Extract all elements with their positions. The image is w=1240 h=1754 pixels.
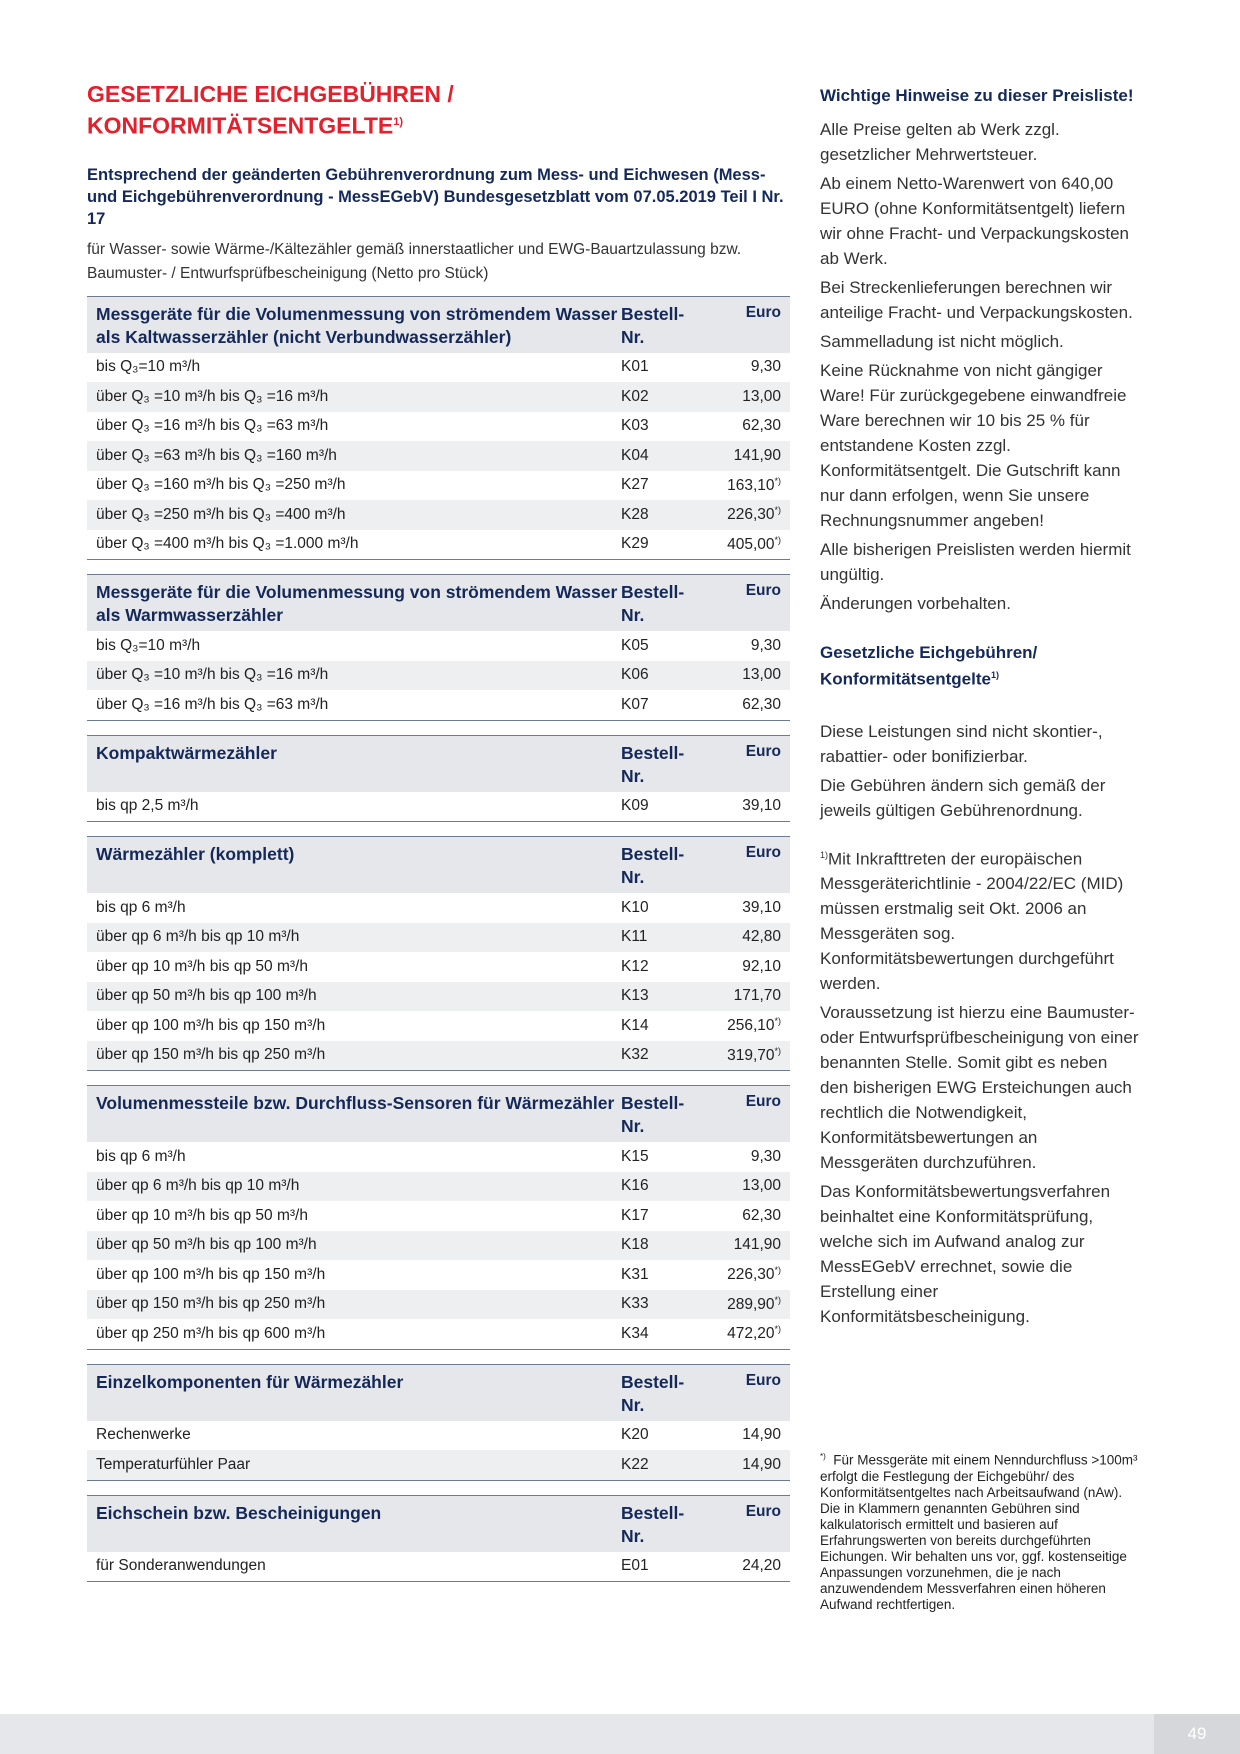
row-description: für Sonderanwendungen bbox=[96, 1557, 266, 1575]
row-description: über qp 10 m³/h bis qp 50 m³/h bbox=[96, 957, 308, 975]
row-price bbox=[701, 476, 781, 495]
row-price bbox=[701, 1207, 781, 1225]
row-price-value: 62,30 bbox=[742, 695, 781, 713]
row-description: Temperaturfühler Paar bbox=[96, 1455, 251, 1473]
side-paragraph: Alle Preise gelten ab Werk zzgl. gesetzlicher Mehrwertsteuer. bbox=[820, 120, 1060, 164]
row-price bbox=[701, 1295, 781, 1314]
row-price-mark: *) bbox=[774, 534, 781, 545]
table-row bbox=[87, 792, 790, 822]
table-row bbox=[87, 923, 790, 953]
main-column bbox=[87, 80, 790, 1596]
row-order-number: K01 bbox=[621, 358, 649, 376]
column-euro: Euro bbox=[745, 1502, 781, 1520]
row-price bbox=[701, 1456, 781, 1474]
row-price bbox=[701, 535, 781, 554]
row-price-value: 13,00 bbox=[742, 1177, 781, 1195]
table-row bbox=[87, 1011, 790, 1041]
row-price-mark: *) bbox=[774, 1324, 781, 1335]
row-description: über Q₃ =160 m³/h bis Q₃ =250 m³/h bbox=[96, 476, 346, 494]
table-title: Volumenmessteile bzw. Durchfluss-Sensoren für Wärmezähler bbox=[96, 1093, 615, 1114]
row-description: über Q₃ =10 m³/h bis Q₃ =16 m³/h bbox=[96, 387, 329, 405]
table-row bbox=[87, 1201, 790, 1231]
table-row bbox=[87, 631, 790, 661]
row-price bbox=[701, 417, 781, 435]
row-description: über qp 100 m³/h bis qp 150 m³/h bbox=[96, 1265, 326, 1283]
row-order-number: K29 bbox=[621, 535, 649, 553]
row-description: über qp 6 m³/h bis qp 10 m³/h bbox=[96, 928, 300, 946]
table-row bbox=[87, 1041, 790, 1071]
table-header bbox=[87, 574, 790, 631]
footer-bar bbox=[0, 1714, 1240, 1754]
row-description: über qp 150 m³/h bis qp 250 m³/h bbox=[96, 1046, 326, 1064]
row-price bbox=[701, 928, 781, 946]
row-price bbox=[701, 899, 781, 917]
row-price-value: 226,30 bbox=[727, 506, 775, 524]
table-row bbox=[87, 1260, 790, 1290]
table-row bbox=[87, 1552, 790, 1582]
table-header bbox=[87, 296, 790, 353]
row-price-value: 289,90 bbox=[727, 1295, 775, 1313]
side-paragraph: Das Konformitätsbewertungsverfahren beinhaltet eine Konformitätsprüfung, welche sich im Aufwand analog zur MessEGebV errechnet, sowie die Erstellung einer Konformitätsbescheinigung. bbox=[820, 1182, 1111, 1327]
row-price-value: 24,20 bbox=[742, 1557, 781, 1575]
row-description: über qp 50 m³/h bis qp 100 m³/h bbox=[96, 987, 317, 1005]
row-order-number: K10 bbox=[621, 898, 649, 916]
row-price bbox=[701, 1236, 781, 1254]
row-description: über qp 250 m³/h bis qp 600 m³/h bbox=[96, 1324, 326, 1342]
row-price-value: 9,30 bbox=[750, 358, 781, 376]
row-price-mark: *) bbox=[774, 505, 781, 516]
table-title: Eichschein bzw. Bescheinigungen bbox=[96, 1502, 382, 1523]
notes-paragraphs bbox=[820, 117, 1140, 616]
price-tables bbox=[87, 296, 790, 1583]
table-row bbox=[87, 1172, 790, 1202]
fees-heading-text: Gesetzliche Eichgebühren/ Konformitätsentgelte bbox=[820, 643, 1038, 689]
row-price-value: 13,00 bbox=[742, 387, 781, 405]
row-price-mark: *) bbox=[774, 1016, 781, 1027]
row-order-number: K33 bbox=[621, 1295, 649, 1313]
row-price bbox=[701, 666, 781, 684]
column-order-number: Bestell-Nr. bbox=[621, 1502, 685, 1546]
row-price bbox=[701, 1557, 781, 1575]
row-order-number: K03 bbox=[621, 417, 649, 435]
side-column bbox=[820, 85, 1140, 1626]
fees-heading bbox=[820, 642, 1140, 691]
table-row bbox=[87, 441, 790, 471]
row-price bbox=[701, 1426, 781, 1444]
row-price-mark: *) bbox=[774, 475, 781, 486]
conformity-paragraphs bbox=[820, 1000, 1140, 1329]
row-price-value: 62,30 bbox=[742, 1206, 781, 1224]
table-header bbox=[87, 1364, 790, 1421]
table-row bbox=[87, 1450, 790, 1480]
row-order-number: K27 bbox=[621, 476, 649, 494]
row-price bbox=[701, 505, 781, 524]
row-price bbox=[701, 1265, 781, 1284]
row-price-value: 39,10 bbox=[742, 797, 781, 815]
table-row bbox=[87, 661, 790, 691]
row-order-number: K04 bbox=[621, 446, 649, 464]
column-euro: Euro bbox=[745, 582, 781, 600]
row-order-number: K15 bbox=[621, 1147, 649, 1165]
row-price-mark: *) bbox=[774, 1265, 781, 1276]
title-line2: KONFORMITÄTSENTGELTE bbox=[87, 112, 394, 139]
row-price-value: 13,00 bbox=[742, 666, 781, 684]
row-order-number: K09 bbox=[621, 797, 649, 815]
column-euro: Euro bbox=[745, 303, 781, 321]
row-price bbox=[701, 1177, 781, 1195]
row-price bbox=[701, 1324, 781, 1343]
table-row bbox=[87, 1231, 790, 1261]
row-price bbox=[701, 1148, 781, 1166]
row-description: über Q₃ =16 m³/h bis Q₃ =63 m³/h bbox=[96, 695, 329, 713]
row-price bbox=[701, 388, 781, 406]
row-price bbox=[701, 447, 781, 465]
row-description: über Q₃ =63 m³/h bis Q₃ =160 m³/h bbox=[96, 446, 337, 464]
row-price-value: 405,00 bbox=[727, 535, 775, 553]
table-header bbox=[87, 1085, 790, 1142]
column-euro: Euro bbox=[745, 1371, 781, 1389]
row-order-number: K31 bbox=[621, 1265, 649, 1283]
row-price bbox=[701, 958, 781, 976]
mid-note-text: Mit Inkrafttreten der europäischen Messgeräterichtlinie - 2004/22/EC (MID) müssen erstmalig seit Okt. 2006 an Messgeräten sog. Konformitätsbewertungen durchgeführt werden. bbox=[820, 849, 1124, 994]
title-footnote-mark: 1) bbox=[393, 116, 404, 128]
row-price bbox=[701, 987, 781, 1005]
table-row bbox=[87, 382, 790, 412]
table-row bbox=[87, 982, 790, 1012]
side-paragraph: Alle bisherigen Preislisten werden hiermit ungültig. bbox=[820, 540, 1131, 584]
table-title: Wärmezähler (komplett) bbox=[96, 844, 295, 865]
table-row bbox=[87, 412, 790, 442]
column-order-number: Bestell-Nr. bbox=[621, 742, 685, 786]
table-title: Kompaktwärmezähler bbox=[96, 742, 277, 763]
row-order-number: K05 bbox=[621, 636, 649, 654]
table-row bbox=[87, 471, 790, 501]
row-description: über qp 150 m³/h bis qp 250 m³/h bbox=[96, 1295, 326, 1313]
row-order-number: E01 bbox=[621, 1557, 649, 1575]
column-order-number: Bestell-Nr. bbox=[621, 1371, 685, 1415]
row-price bbox=[701, 358, 781, 376]
row-description: über qp 100 m³/h bis qp 150 m³/h bbox=[96, 1016, 326, 1034]
row-price-value: 141,90 bbox=[733, 446, 781, 464]
column-order-number: Bestell-Nr. bbox=[621, 844, 685, 888]
mid-note bbox=[820, 843, 1140, 997]
row-description: bis qp 6 m³/h bbox=[96, 1147, 186, 1165]
price-table bbox=[87, 574, 790, 721]
table-title: Einzelkomponenten für Wärmezähler bbox=[96, 1371, 404, 1392]
table-row bbox=[87, 893, 790, 923]
row-price-value: 171,70 bbox=[733, 987, 781, 1005]
notes-heading: Wichtige Hinweise zu dieser Preisliste! bbox=[820, 86, 1134, 105]
row-order-number: K20 bbox=[621, 1426, 649, 1444]
price-table bbox=[87, 1085, 790, 1350]
price-table bbox=[87, 735, 790, 823]
row-description: über Q₃ =10 m³/h bis Q₃ =16 m³/h bbox=[96, 666, 329, 684]
column-euro: Euro bbox=[745, 742, 781, 760]
column-order-number: Bestell-Nr. bbox=[621, 1093, 685, 1137]
side-paragraph: Sammelladung ist nicht möglich. bbox=[820, 332, 1064, 351]
row-price-mark: *) bbox=[774, 1045, 781, 1056]
row-description: über qp 50 m³/h bis qp 100 m³/h bbox=[96, 1236, 317, 1254]
table-header bbox=[87, 735, 790, 792]
table-title: Messgeräte für die Volumenmessung von strömendem Wasser als Warmwasserzähler bbox=[96, 582, 618, 626]
title-line1: GESETZLICHE EICHGEBÜHREN / bbox=[87, 81, 454, 107]
row-price-value: 62,30 bbox=[742, 417, 781, 435]
row-description: über qp 10 m³/h bis qp 50 m³/h bbox=[96, 1206, 308, 1224]
table-header bbox=[87, 836, 790, 893]
row-order-number: K22 bbox=[621, 1455, 649, 1473]
row-order-number: K13 bbox=[621, 987, 649, 1005]
row-price-value: 9,30 bbox=[750, 1147, 781, 1165]
row-price bbox=[701, 1046, 781, 1065]
price-table bbox=[87, 296, 790, 561]
page-number: 49 bbox=[1154, 1714, 1240, 1754]
row-price bbox=[701, 696, 781, 714]
side-paragraph: Diese Leistungen sind nicht skontier-, rabattier- oder bonifizierbar. bbox=[820, 721, 1103, 766]
row-description: bis Q₃=10 m³/h bbox=[96, 358, 201, 376]
price-table bbox=[87, 1364, 790, 1481]
side-paragraph: Bei Streckenlieferungen berechnen wir anteilige Fracht- und Verpackungskosten. bbox=[820, 278, 1133, 322]
side-paragraph: Voraussetzung ist hierzu eine Baumuster- oder Entwurfsprüfbescheinigung von einer benannten Stelle. Somit gibt es neben den bisherigen EWG Ersteichungen auch rechtlich die Notwendigkeit, Konformitätsbewertungen an Messgeräten durchzuführen. bbox=[820, 1003, 1139, 1173]
price-table bbox=[87, 836, 790, 1071]
table-row bbox=[87, 1290, 790, 1320]
row-description: Rechenwerke bbox=[96, 1426, 191, 1444]
row-price bbox=[701, 637, 781, 655]
mid-note-mark: 1) bbox=[820, 849, 829, 860]
row-price-value: 319,70 bbox=[727, 1046, 775, 1064]
row-description: über Q₃ =250 m³/h bis Q₃ =400 m³/h bbox=[96, 505, 346, 523]
column-euro: Euro bbox=[745, 844, 781, 862]
row-description: bis Q₃=10 m³/h bbox=[96, 636, 201, 654]
row-order-number: K12 bbox=[621, 957, 649, 975]
footnote bbox=[820, 1449, 1140, 1613]
row-price-value: 163,10 bbox=[727, 476, 775, 494]
row-description: über qp 6 m³/h bis qp 10 m³/h bbox=[96, 1177, 300, 1195]
row-order-number: K17 bbox=[621, 1206, 649, 1224]
row-price bbox=[701, 1016, 781, 1035]
price-table bbox=[87, 1495, 790, 1583]
row-description: über Q₃ =400 m³/h bis Q₃ =1.000 m³/h bbox=[96, 535, 359, 553]
fees-paragraphs bbox=[820, 719, 1140, 823]
row-price-value: 42,80 bbox=[742, 928, 781, 946]
column-euro: Euro bbox=[745, 1093, 781, 1111]
row-order-number: K07 bbox=[621, 695, 649, 713]
column-order-number: Bestell-Nr. bbox=[621, 582, 685, 626]
row-price-value: 226,30 bbox=[727, 1266, 775, 1284]
row-order-number: K32 bbox=[621, 1046, 649, 1064]
column-order-number: Bestell-Nr. bbox=[621, 303, 685, 347]
row-order-number: K28 bbox=[621, 505, 649, 523]
intro-text: für Wasser- sowie Wärme-/Kältezähler gemäß innerstaatlicher und EWG-Bauartzulassung bzw. Baumuster- / Entwurfsprüfbescheinigung (Netto pro Stück) bbox=[87, 240, 742, 282]
row-description: über Q₃ =16 m³/h bis Q₃ =63 m³/h bbox=[96, 417, 329, 435]
row-price-mark: *) bbox=[774, 1294, 781, 1305]
row-price-value: 92,10 bbox=[742, 957, 781, 975]
footnote-mark: *) bbox=[820, 1452, 826, 1462]
row-price-value: 14,90 bbox=[742, 1455, 781, 1473]
row-order-number: K18 bbox=[621, 1236, 649, 1254]
table-row bbox=[87, 353, 790, 383]
side-paragraph: Die Gebühren ändern sich gemäß der jeweils gültigen Gebührenordnung. bbox=[820, 775, 1106, 820]
table-row bbox=[87, 690, 790, 720]
row-price-value: 39,10 bbox=[742, 898, 781, 916]
row-order-number: K14 bbox=[621, 1016, 649, 1034]
row-price bbox=[701, 797, 781, 815]
fees-heading-mark: 1) bbox=[990, 670, 999, 680]
row-description: bis qp 6 m³/h bbox=[96, 898, 186, 916]
table-row bbox=[87, 1319, 790, 1349]
intro-heading: Entsprechend der geänderten Gebührenverordnung zum Mess- und Eichwesen (Mess- und Eichgebührenverordnung - MessEGebV) Bundesgesetzblatt vom 07.05.2019 Teil I Nr. 17 bbox=[87, 165, 784, 228]
row-price-value: 472,20 bbox=[727, 1325, 775, 1343]
table-row bbox=[87, 952, 790, 982]
row-order-number: K02 bbox=[621, 387, 649, 405]
side-paragraph: Änderungen vorbehalten. bbox=[820, 594, 1011, 613]
table-title: Messgeräte für die Volumenmessung von strömendem Wasser als Kaltwasserzähler (nicht Verbundwasserzähler) bbox=[96, 303, 618, 347]
table-header bbox=[87, 1495, 790, 1552]
table-row bbox=[87, 1421, 790, 1451]
row-order-number: K11 bbox=[621, 928, 648, 946]
footnote-text: Für Messgeräte mit einem Nenndurchfluss >100m³ erfolgt die Festlegung der Eichgebühr/ des Konformitätsentgeltes nach Arbeitsaufwand (nAw). Die in Klammern genannten Gebühren sind kalkulatorisch ermittelt und basieren auf Erfahrungswerten von bereits durchgeführten Eichungen. Wir behalten uns vor, ggf. kostenseitige Anpassungen vorzunehmen, die je nach anzuwendendem Messverfahren einen höheren Aufwand rechtfertigen. bbox=[820, 1452, 1138, 1612]
row-order-number: K16 bbox=[621, 1177, 649, 1195]
table-row bbox=[87, 1142, 790, 1172]
row-order-number: K06 bbox=[621, 666, 649, 684]
side-paragraph: Ab einem Netto-Warenwert von 640,00 EURO (ohne Konformitätsentgelt) liefern wir ohne Fracht- und Verpackungskosten ab Werk. bbox=[820, 174, 1130, 268]
row-description: bis qp 2,5 m³/h bbox=[96, 797, 199, 815]
side-paragraph: Keine Rücknahme von nicht gängiger Ware! Für zurückgegebene einwandfreie Ware berechnen wir 10 bis 25 % für entstandene Kosten zzgl. Konformitätsentgelt. Die Gutschrift kann nur dann erfolgen, wenn Sie unsere Rechnungsnummer angeben! bbox=[820, 361, 1127, 530]
row-price-value: 256,10 bbox=[727, 1017, 775, 1035]
row-price-value: 14,90 bbox=[742, 1426, 781, 1444]
table-row bbox=[87, 530, 790, 560]
table-row bbox=[87, 500, 790, 530]
row-price-value: 141,90 bbox=[733, 1236, 781, 1254]
row-order-number: K34 bbox=[621, 1324, 649, 1342]
page-title bbox=[87, 80, 790, 140]
row-price-value: 9,30 bbox=[750, 636, 781, 654]
